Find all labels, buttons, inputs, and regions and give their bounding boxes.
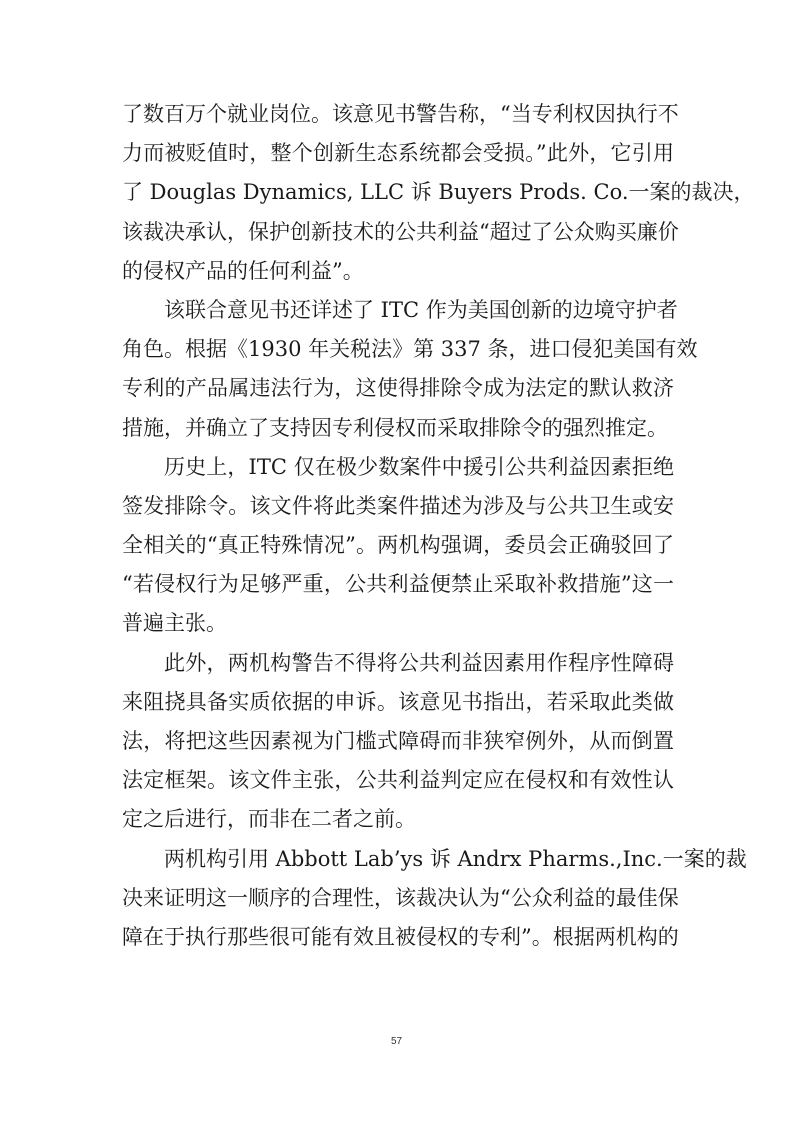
- text-line: 决来证明这一顺序的合理性，该裁决认为“公众利益的最佳保: [122, 885, 679, 910]
- text-line: 措施，并确立了支持因专利侵权而采取排除令的强烈推定。: [122, 415, 668, 440]
- text-line: 两机构引用 Abbott Lab’ys 诉 Andrx Pharms.,Inc.一案的裁: [164, 846, 747, 871]
- text-line: “若侵权行为足够严重，公共利益便禁止采取补救措施”这一: [122, 572, 674, 597]
- page-number: 57: [390, 1036, 403, 1047]
- text-line: 签发排除令。该文件将此类案件描述为涉及与公共卫生或安: [122, 493, 674, 518]
- text-line: 法，将把这些因素视为门槛式障碍而非狭窄例外，从而倒置: [122, 729, 674, 753]
- text-line: 了数百万个就业岗位。该意见书警告称，“当专利权因执行不: [122, 102, 679, 126]
- paragraph: [122, 291, 698, 448]
- text-line: 全相关的“真正特殊情况”。两机构强调，委员会正确驳回了: [122, 533, 674, 558]
- text-line: 来阻挠具备实质依据的申诉。该意见书指出，若采取此类做: [122, 689, 674, 714]
- text-line: 障在于执行那些很可能有效且被侵权的专利”。根据两机构的: [122, 924, 679, 949]
- text-line: 角色。根据《1930 年关税法》第 337 条，进口侵犯美国有效: [122, 337, 698, 362]
- text-line: 法定框架。该文件主张，公共利益判定应在侵权和有效性认: [122, 768, 674, 793]
- paragraph: [122, 840, 747, 958]
- text-line: 定之后进行，而非在二者之前。: [122, 807, 416, 832]
- text-line: 该裁决承认，保护创新技术的公共利益“超过了公众购买廉价: [122, 219, 679, 244]
- text-line: 的侵权产品的任何利益”。: [122, 258, 364, 283]
- paragraph: [122, 448, 674, 644]
- text-line: 普遍主张。: [122, 611, 227, 636]
- paragraph: [122, 644, 674, 840]
- text-line: 此外，两机构警告不得将公共利益因素用作程序性障碍: [164, 650, 674, 675]
- text-line: 该联合意见书还详述了 ITC 作为美国创新的边境守护者: [164, 297, 678, 322]
- text-line: 专利的产品属违法行为，这使得排除令成为法定的默认救济: [122, 376, 674, 401]
- text-line: 了 Douglas Dynamics, LLC 诉 Buyers Prods. Co.一案的裁决，: [122, 180, 755, 205]
- text-line: 历史上，ITC 仅在极少数案件中援引公共利益因素拒绝: [164, 454, 674, 479]
- text-line: 力而被贬值时，整个创新生态系统都会受损。”此外，它引用: [122, 141, 674, 166]
- document-body: [122, 95, 755, 957]
- paragraph: [122, 95, 755, 291]
